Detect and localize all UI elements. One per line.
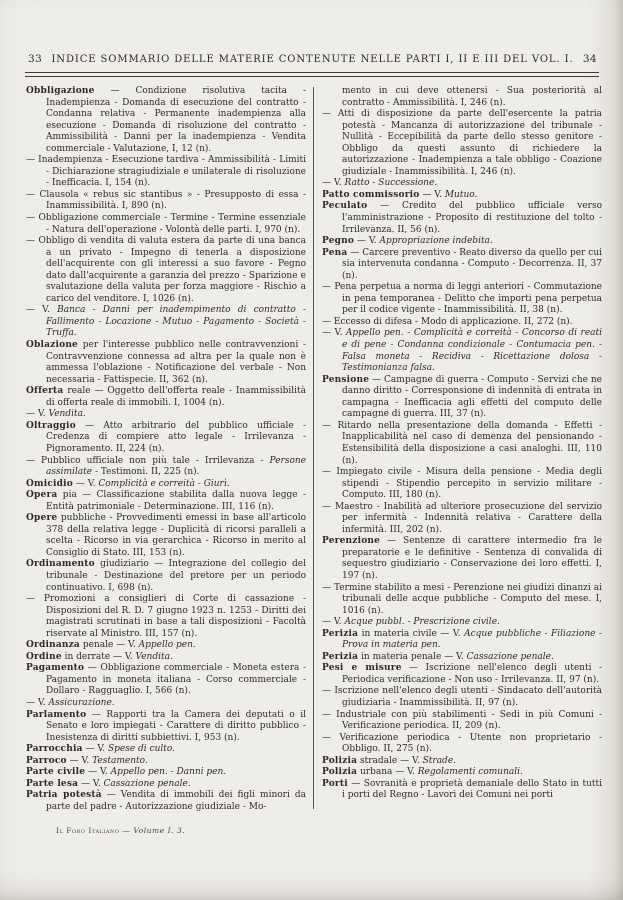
entry-text: — V. xyxy=(78,778,104,789)
footer-journal-name: Il Foro Italiano xyxy=(56,826,120,836)
entry-cross-reference: Vendita. xyxy=(48,409,86,420)
entry-text: urbana — V. xyxy=(357,767,418,778)
index-entry xyxy=(26,386,306,409)
entry-cross-reference: Acque pubbliche - Filiazione - Prova in materia pen. xyxy=(342,628,603,651)
entry-text: per l'interesse pubblico nelle contravvenzioni - Contravvenzione connessa ad altra per la quale non è ammessa l'oblazione - Notificazione del verbale - Non necessaria - Fattispecie. II, 362 (n). xyxy=(46,340,306,385)
entry-headword: Peculato xyxy=(322,201,368,212)
entry-cross-reference: Complicità e correità - Giurì. xyxy=(98,478,230,489)
entry-text: pubbliche - Provvedimenti emessi in base all'articolo 378 della relativa legge - Duplicità di ricorsi paralleli a scelta - Ricorso in via gerarchica - Ricorso in merito al Consiglio di Stato. III, 153 (n). xyxy=(46,513,306,558)
entry-headword: Perizia xyxy=(322,651,359,662)
entry-cross-reference: Appello pen. - Complicità e correità - Concorso di reati e di pene - Condanna condizionale - Contumacia pen. - Falsa moneta - Recidiva - Ricettazione dolosa - Testimonianza falsa. xyxy=(342,328,603,374)
entry-text: — Pubblico ufficiale non più tale - Irrilevanza - xyxy=(26,455,270,466)
index-entry xyxy=(322,201,602,236)
entry-text: — V. xyxy=(73,478,99,489)
entry-text: — Termine stabilito a mesi - Perenzione nei giudizi dinanzi ai tribunali delle acque pubbliche - Computo del mese. I, 1016 (n). xyxy=(322,582,602,616)
entry-headword: Polizia xyxy=(322,767,358,778)
entry-text: in derrate — V. xyxy=(61,651,136,662)
index-entry xyxy=(322,663,602,686)
entry-text: — Maestro - Inabilità ad ulteriore prosecuzione del servizio per infermità - Indennità relativa - Carattere della infermità. III, 202 (n). xyxy=(322,501,602,535)
index-entry xyxy=(26,756,306,768)
index-entry xyxy=(26,421,306,456)
entry-text: reale — Oggetto dell'offerta reale - Inammissibilità di offerta reale di immobili. I, 1004 (n). xyxy=(46,386,306,408)
entry-cross-reference: Appropriazione indebita. xyxy=(379,236,493,247)
index-entry xyxy=(322,282,602,317)
entry-headword: Pegno xyxy=(322,236,355,247)
entry-text: — V. xyxy=(322,328,346,339)
entry-text: — Iscrizione nell'elenco degli utenti - Sindacato dell'autorità giudiziaria - Inammissibilità. II, 97 (n). xyxy=(322,686,602,708)
index-entry xyxy=(26,710,306,745)
entry-text: — V. xyxy=(26,305,58,316)
entry-cross-reference: Appello pen. - Danni pen. xyxy=(110,767,227,778)
index-entry xyxy=(26,456,306,479)
entry-headword: Pagamento xyxy=(26,663,85,674)
entry-text: — Iscrizione nell'elenco degli utenti - Periodica verificazione - Non uso - Irrilevanza. II, 97 (n). xyxy=(342,663,602,685)
entry-cross-reference: Persone assimilate xyxy=(46,455,306,478)
entry-headword: Oltraggio xyxy=(26,420,76,431)
footer-volume: Volume I. 3. xyxy=(133,826,186,836)
entry-cross-reference: Appello pen. xyxy=(138,640,196,651)
page-header xyxy=(0,0,623,65)
entry-cross-reference: Cassazione penale. xyxy=(103,778,191,789)
index-entry xyxy=(26,190,306,213)
index-entry xyxy=(322,109,602,178)
index-entry xyxy=(322,190,602,202)
entry-headword: Patria potestà xyxy=(26,790,102,801)
index-entry xyxy=(26,409,306,421)
entry-text: — V. xyxy=(322,617,345,628)
entry-text: — Ritardo nella presentazione della domanda - Effetti - Inapplicabilità nel caso di demenza del pensionando - Estensibilità della disposizione a casi analoghi. III, 110 (n). xyxy=(322,420,602,466)
index-entry xyxy=(322,767,602,779)
entry-headword: Ordinamento xyxy=(26,559,95,570)
entry-text: — Sovranità e proprietà demaniale dello Stato in tutti i porti del Regno - Lavori dei Comuni nei porti xyxy=(342,778,602,801)
index-entry xyxy=(322,779,602,802)
entry-text: — Rapporti tra la Camera dei deputati o il Senato e loro impiegati - Carattere di diritto pubblico - Inesistenza di diritti subbiettivi. I, 953 (n). xyxy=(46,709,306,743)
entry-headword: Omicidio xyxy=(26,478,73,489)
index-entry xyxy=(322,629,602,652)
index-entry xyxy=(322,317,602,329)
page-footer xyxy=(56,826,623,835)
index-entry xyxy=(322,86,602,109)
entry-text: — Sentenze di carattere intermedio fra le preparatorie e le definitive - Sentenza di convalida di sequestro giudiziario - Conservazione dei loro effetti. I, 197 (n). xyxy=(342,536,602,581)
index-columns xyxy=(26,86,602,813)
entry-cross-reference: Assicurazione. xyxy=(48,697,115,708)
index-entry xyxy=(322,236,602,248)
entry-cross-reference: Mutuo. xyxy=(444,189,478,200)
index-entry xyxy=(26,305,306,340)
entry-headword: Parlamento xyxy=(26,709,87,720)
entry-headword: Porti xyxy=(322,778,348,789)
index-entry xyxy=(26,86,306,155)
entry-text: — Carcere preventivo - Reato diverso da quello per cui sia intervenuta condanna - Computo - Decorrenza. II, 37 (n). xyxy=(342,247,602,281)
entry-text: in materia civile — V. xyxy=(358,628,465,639)
entry-headword: Opera xyxy=(26,490,58,501)
index-entry xyxy=(26,652,306,664)
entry-headword: Obbligazione xyxy=(26,86,95,96)
entry-text: — V. xyxy=(26,697,49,708)
index-entry xyxy=(322,710,602,733)
entry-text: — Campagne di guerra - Computo - Servizi che ne danno diritto - Corresponsione di indennità di entrata in campagna - Inefficacia agli effetti del computo delle campagne di guerra. III, 37 (n). xyxy=(342,374,602,420)
entry-text: — Inadempienza - Esecuzione tardiva - Ammissibilità - Limiti - Dichiarazione stragiudiziale e unilaterale di risoluzione - Inefficacia. I, 154 (n). xyxy=(26,155,306,189)
entry-text: pia — Classificazione stabilita dalla nuova legge - Entità patrimoniale - Determinazione. III, 116 (n). xyxy=(46,490,306,512)
entry-text: in materia penale — V. xyxy=(358,651,467,662)
entry-text: — V. xyxy=(82,744,108,755)
index-column-left xyxy=(26,86,306,813)
entry-cross-reference: Ratto - Successione. xyxy=(344,178,438,189)
entry-headword: Parte civile xyxy=(26,767,86,778)
entry-text: — Clausola « rebus sic stantibus » - Presupposto di essa - Inammissibilità. I, 890 (n). xyxy=(26,189,306,212)
entry-text: — Eccesso di difesa - Modo di applicazione. II, 272 (n). xyxy=(322,316,573,327)
entry-text: — Obbligo di vendita di valuta estera da parte di una banca a un privato - Impegno di tenerla a disposizione dell'acquirente con gli interessi a suo favore - Pegno dato dall'acquirente a garanzia del prezzo - Sparizione e svalutazione della valuta per forza maggiore - Rischio a carico del venditore. I, 1026 (n). xyxy=(26,236,306,304)
index-entry xyxy=(322,502,602,537)
entry-text: — V. xyxy=(26,409,49,420)
entry-headword: Ordine xyxy=(26,651,62,662)
entry-text: — Industriale con più stabilimenti - Sedi in più Comuni - Verificazione periodica. II, 209 (n). xyxy=(322,709,602,732)
page-number-left: 33 xyxy=(28,53,43,65)
index-entry xyxy=(26,340,306,386)
entry-cross-reference: Acque pubbl. - Prescrizione civile. xyxy=(344,617,500,628)
index-entry xyxy=(322,467,602,502)
index-entry xyxy=(26,744,306,756)
index-entry xyxy=(26,236,306,305)
entry-headword: Perenzione xyxy=(322,536,381,547)
index-entry xyxy=(322,178,602,190)
entry-headword: Parroco xyxy=(26,755,67,766)
index-entry xyxy=(26,640,306,652)
entry-text: — Verificazione periodica - Utente non proprietario - Obbligo. II, 275 (n). xyxy=(322,732,602,755)
entry-text: — Credito del pubblico ufficiale verso l'amministrazione - Proposito di restituzione del tolto - Irrilevanza. II, 56 (n). xyxy=(342,201,602,235)
entry-cross-reference: Regolamenti comunali. xyxy=(417,767,523,778)
entry-text: — Obbligazione commerciale - Moneta estera - Pagamento in moneta italiana - Corso commerciale - Dollaro - Ragguaglio. I, 566 (n). xyxy=(46,663,306,697)
footer-separator: — xyxy=(119,826,134,836)
entry-headword: Polizia xyxy=(322,755,358,766)
index-entry xyxy=(322,652,602,664)
entry-cross-reference: Vendita. xyxy=(135,651,173,662)
entry-text: — V. xyxy=(85,767,111,778)
entry-text: — Pena perpetua a norma di leggi anteriori - Commutazione in pena temporanea - Delitto che importi pena perpetua per il codice vigente - Inammissibilità. II, 38 (n). xyxy=(322,282,602,316)
entry-headword: Oblazione xyxy=(26,340,78,351)
entry-headword: Ordinanza xyxy=(26,640,80,651)
entry-headword: Parte lesa xyxy=(26,778,79,789)
entry-headword: Pesi e misure xyxy=(322,663,402,674)
entry-text: - Testimoni. II, 225 (n). xyxy=(92,467,200,478)
column-divider-rule xyxy=(313,87,314,809)
index-entry xyxy=(322,733,602,756)
entry-text: — Atto arbitrario del pubblico ufficiale - Credenza di compiere atto legale - Irrilevanza - Pignoramento. II, 224 (n). xyxy=(46,420,306,454)
index-entry xyxy=(322,536,602,582)
entry-cross-reference: Testamento. xyxy=(92,755,148,766)
entry-text: — Atti di disposizione da parte dell'esercente la patria potestà - Mancanza di autorizzazione del tribunale - Nullità - Eccepibilità da parte dello stesso genitore - Obbligo da questi assunto di richiedere la autorizzazione - Inadempienza a tale obbligo - Coazione giudiziale - Inammissibilità. I, 246 (n). xyxy=(322,109,602,177)
index-entry xyxy=(322,686,602,709)
index-entry xyxy=(322,583,602,618)
entry-cross-reference: Cassazione penale. xyxy=(466,651,554,662)
entry-text: giudiziario — Integrazione del collegio del tribunale - Destinazione del pretore per un periodo continuativo. I, 698 (n). xyxy=(46,559,306,593)
entry-cross-reference: Banca - Danni per inadempimento di contratto - Fallimento - Locazione - Mutuo - Pagamento - Società - Truffa. xyxy=(46,305,307,339)
entry-headword: Pena xyxy=(322,247,348,258)
index-entry xyxy=(26,663,306,698)
entry-cross-reference: Strade. xyxy=(422,755,457,766)
entry-headword: Opere xyxy=(26,513,58,524)
entry-text: — V. xyxy=(66,755,93,766)
index-entry xyxy=(26,513,306,559)
entry-headword: Pensione xyxy=(322,374,370,385)
entry-headword: Perizia xyxy=(322,628,359,639)
index-entry xyxy=(26,779,306,791)
entry-text: — V. xyxy=(354,236,380,247)
entry-text: stradale — V. xyxy=(357,755,423,766)
entry-text: — Vendita di immobili dei figli minori da parte del padre - Autorizzazione giudiziale - Mo- xyxy=(46,790,306,812)
index-entry xyxy=(26,559,306,594)
index-entry xyxy=(26,213,306,236)
entry-text: — Promozioni a consiglieri di Corte di cassazione - Disposizioni del R. D. 7 giugno 1923 n. 1253 - Diritti dei magistrati scrutinati in base a tali disposizioni - Facoltà riservate al Ministro. III, 157 (n). xyxy=(26,594,306,639)
index-entry xyxy=(322,617,602,629)
index-entry xyxy=(26,594,306,640)
index-entry xyxy=(322,328,602,374)
index-entry xyxy=(322,248,602,283)
entry-text: — Obbligazione commerciale - Termine - Termine essenziale - Natura dell'operazione - Volontà delle parti. I, 970 (n). xyxy=(26,213,306,235)
index-entry xyxy=(322,421,602,467)
index-entry xyxy=(322,756,602,768)
entry-text: penale — V. xyxy=(79,640,139,651)
entry-headword: Parrocchia xyxy=(26,744,83,755)
index-entry xyxy=(26,698,306,710)
index-column-right xyxy=(322,86,602,813)
entry-text: mento in cui deve ottenersi - Sua posteriorità al contratto - Ammissibilità. I, 246 (n). xyxy=(342,86,602,108)
entry-cross-reference: Spese di culto. xyxy=(107,744,175,755)
running-title: INDICE SOMMARIO DELLE MATERIE CONTENUTE NELLE PARTI I, II E III DEL VOL. I. xyxy=(51,54,574,65)
page-number-right: 34 xyxy=(582,53,597,65)
index-entry xyxy=(322,375,602,421)
index-entry xyxy=(26,790,306,813)
entry-text: — Condizione risolutiva tacita - Inadempienza - Domanda di esecuzione del contratto - Condanna relativa - Permanente inadempienza alla esecuzione - Domanda di risoluzione del contratto - Ammissibilità - Danni per la inadempienza - Vendita commerciale - Valutazione, I, 12 (n). xyxy=(46,86,306,154)
entry-headword: Offerta xyxy=(26,386,64,397)
entry-headword: Patto commissorio xyxy=(322,189,420,200)
index-entry xyxy=(26,155,306,190)
entry-text: — V. xyxy=(419,189,445,200)
index-entry xyxy=(26,490,306,513)
index-entry xyxy=(26,767,306,779)
entry-text: — V. xyxy=(322,178,345,189)
entry-text: — Impiegato civile - Misura della pensione - Media degli stipendi - Stipendio percepito in servizio militare - Computo. III, 180 (n). xyxy=(322,467,602,501)
index-entry xyxy=(26,479,306,491)
header-rule xyxy=(25,72,599,77)
